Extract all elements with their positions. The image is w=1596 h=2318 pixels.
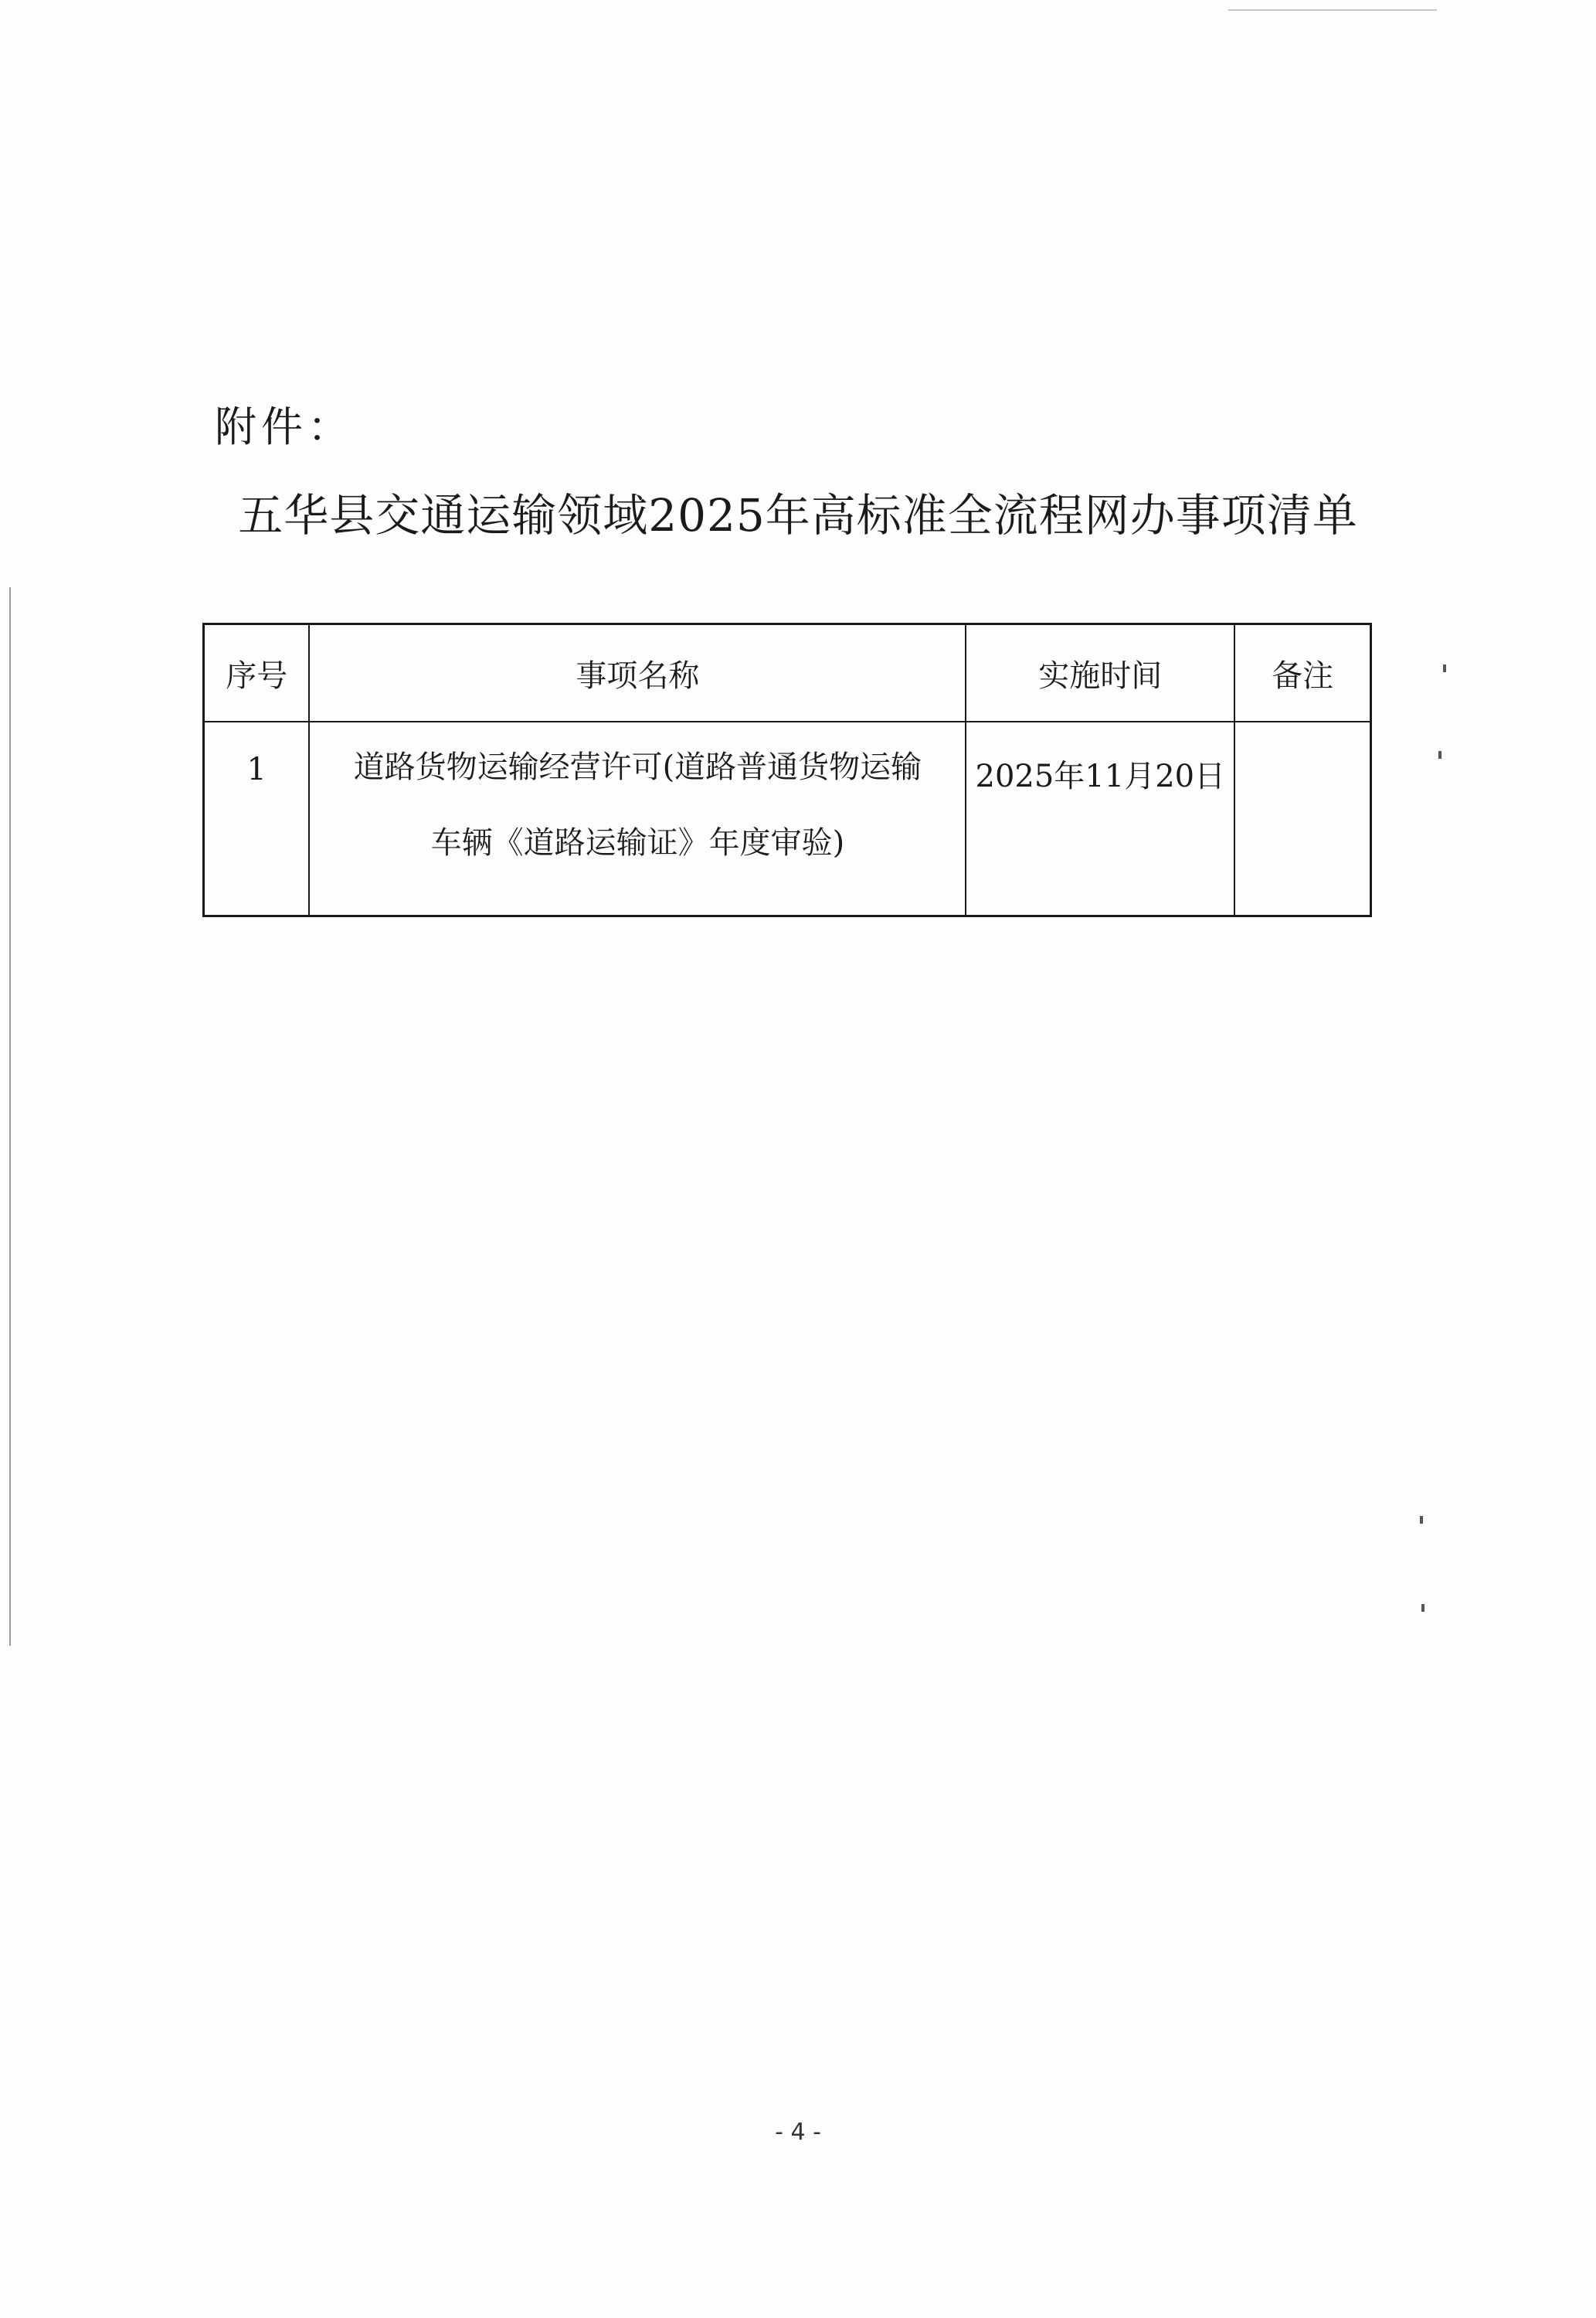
table-row (204, 722, 1371, 916)
row-time: 2025年11月20日 (966, 722, 1234, 916)
document-title: 五华县交通运输领域2025年高标准全流程网办事项清单 (238, 489, 1358, 542)
row-name-line2: 车辆《道路运输证》年度审验) (430, 825, 845, 861)
row-note (1234, 722, 1370, 916)
attachment-label: 附件： (215, 403, 354, 451)
header-name: 事项名称 (309, 624, 966, 722)
table-header-row (204, 624, 1371, 722)
items-table (202, 623, 1372, 917)
scan-artifact-line (1228, 9, 1437, 11)
row-no: 1 (204, 722, 310, 916)
scan-artifact-line (9, 587, 11, 1646)
scan-artifact-mark (1443, 664, 1446, 672)
header-note: 备注 (1234, 624, 1370, 722)
scan-artifact-mark (1421, 1604, 1425, 1612)
header-no: 序号 (204, 624, 310, 722)
header-time: 实施时间 (966, 624, 1234, 722)
row-name-line1: 道路货物运输经营许可(道路普通货物运输 (353, 749, 922, 785)
row-name (309, 722, 966, 916)
scan-artifact-mark (1420, 1516, 1423, 1524)
page-number: - 4 - (775, 2119, 821, 2146)
scan-artifact-mark (1438, 751, 1441, 759)
